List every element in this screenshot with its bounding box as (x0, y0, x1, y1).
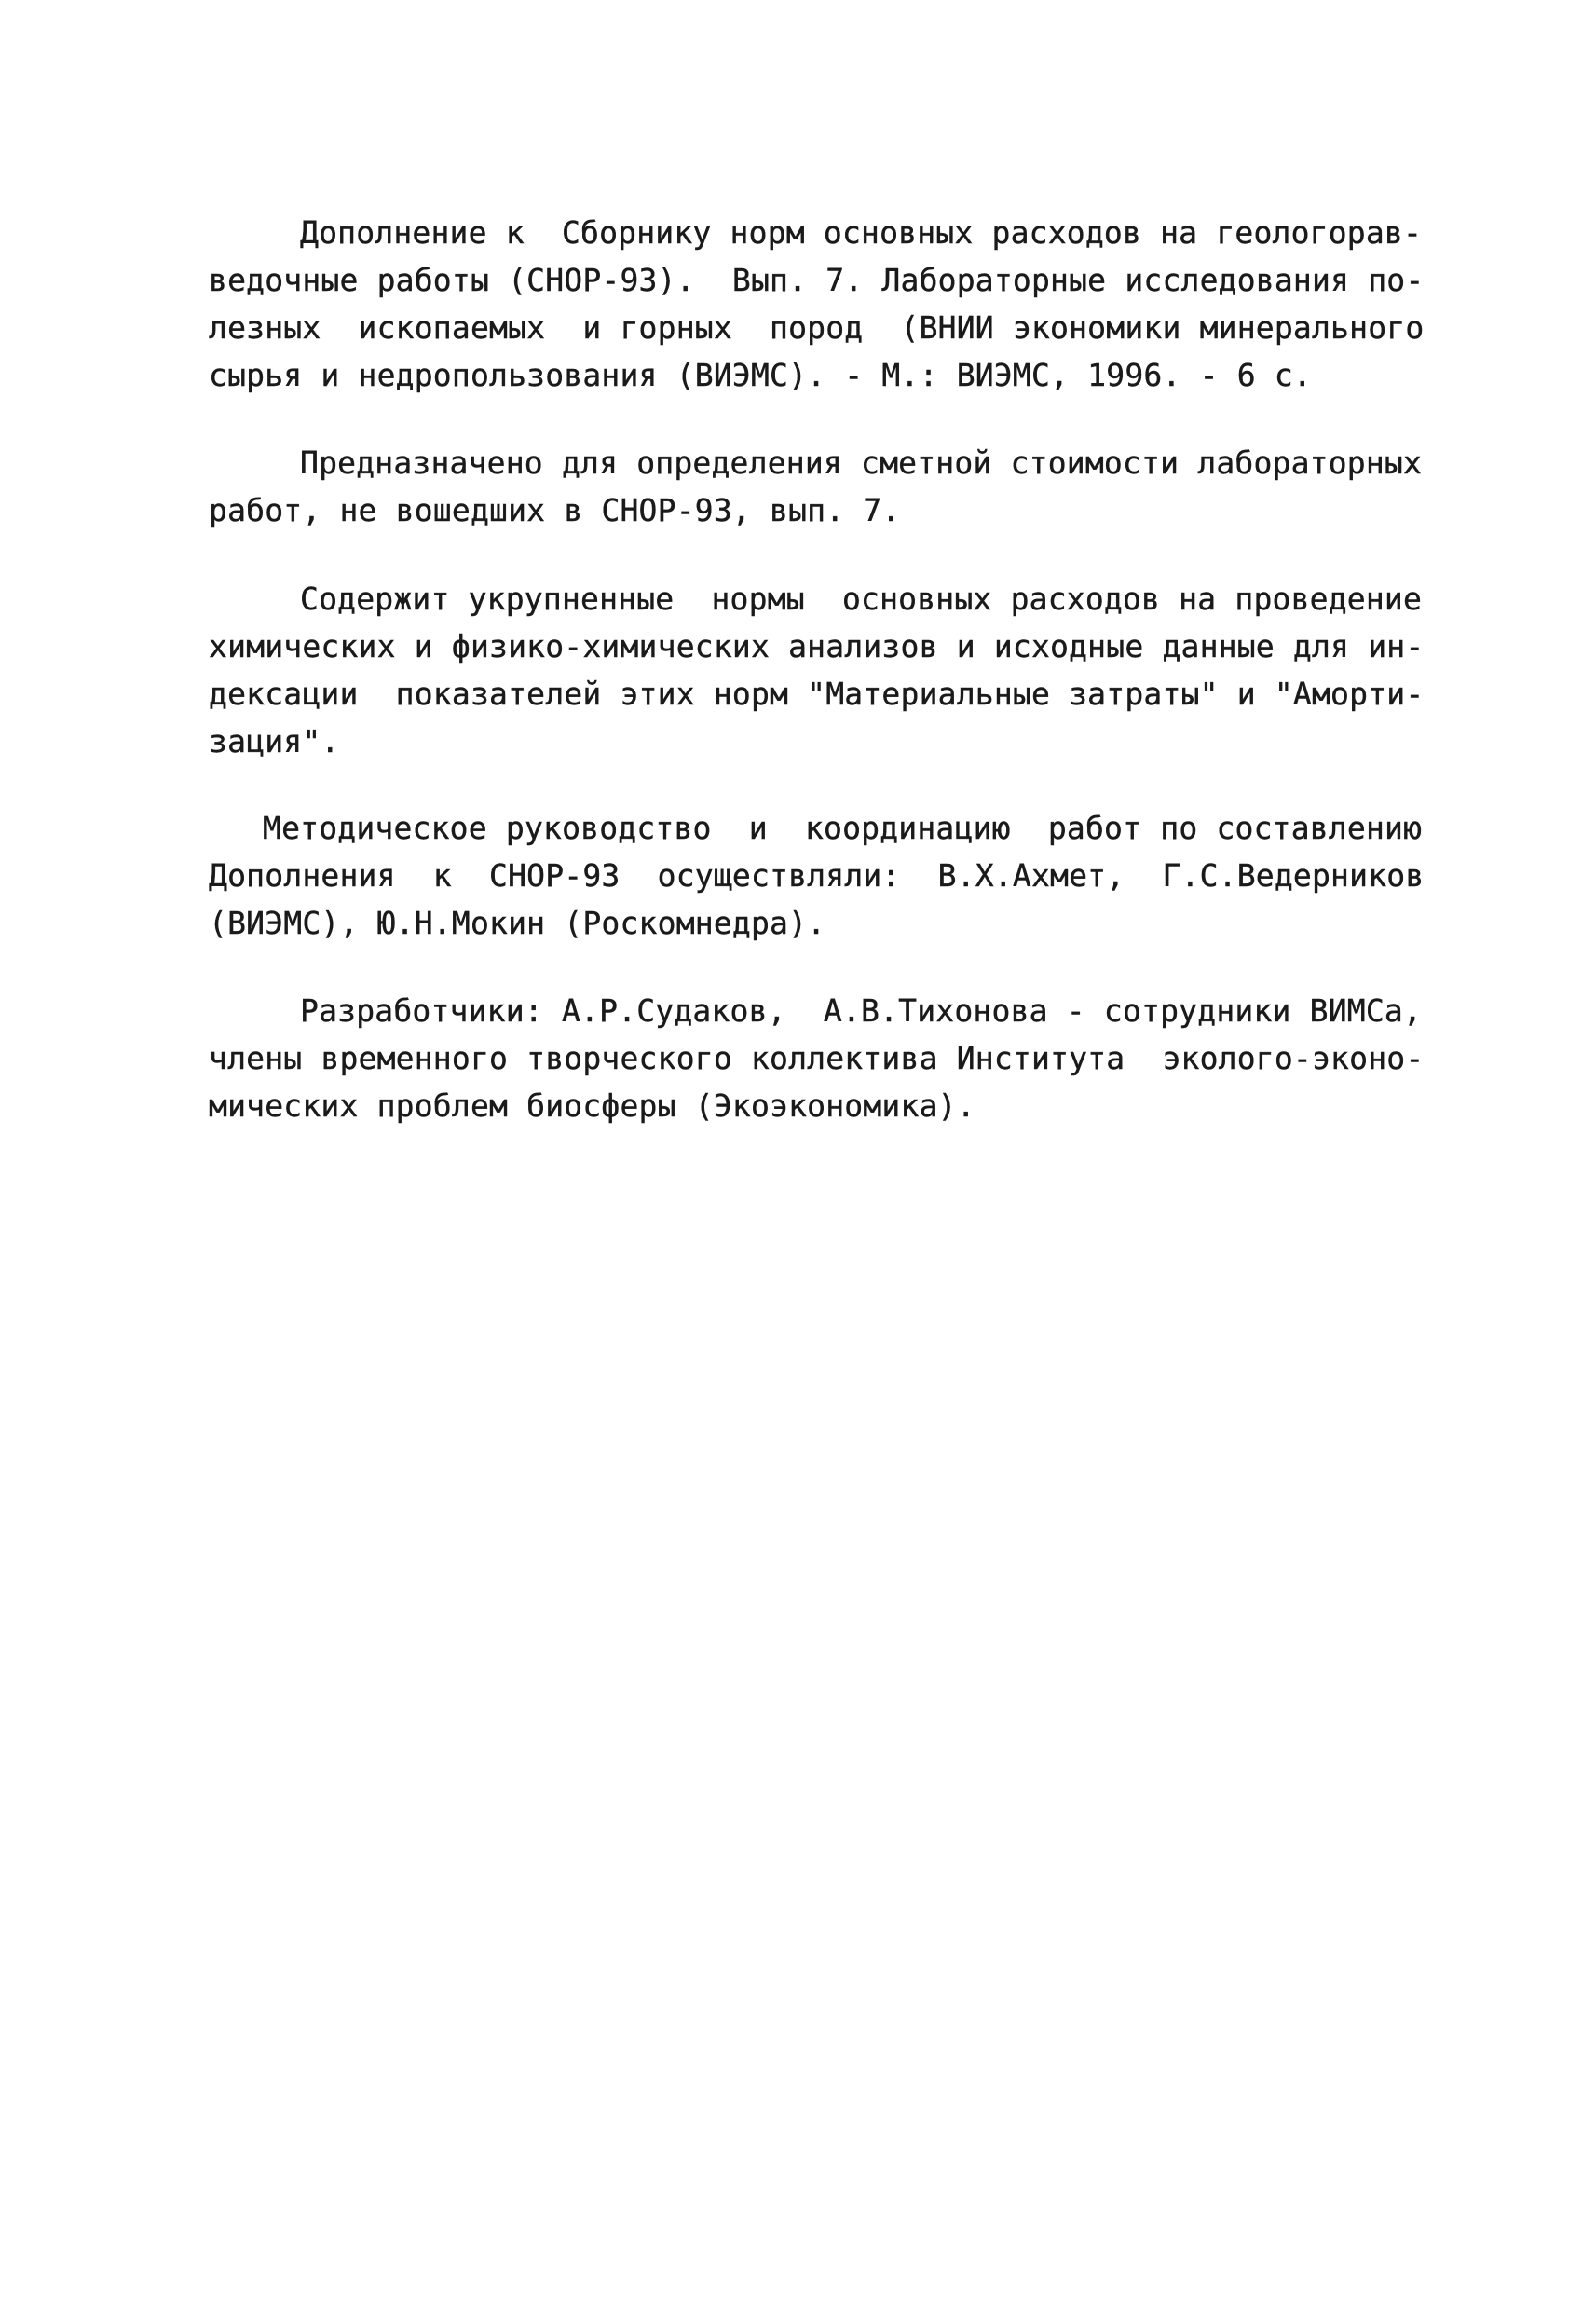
text-line: ведочные работы (СНОР-93). Вып. 7. Лабораторные исследования по- (209, 262, 1425, 298)
text-line: Предназначено для определения сметной стоимости лабораторных (300, 444, 1423, 481)
text-line: Дополнения к СНОР-93 осуществляли: В.Х.Ахмет, Г.С.Ведерников (209, 857, 1425, 894)
text-line: Разработчики: А.Р.Судаков, А.В.Тихонова - сотрудники ВИМСа, (300, 992, 1423, 1029)
text-line: лезных ископаемых и горных пород (ВНИИ экономики минерального (209, 309, 1425, 346)
text-line: зация". (209, 723, 340, 759)
text-line: работ, не вошедших в СНОР-93, вып. 7. (209, 492, 901, 528)
text-line: Методическое руководство и координацию работ по составлению (263, 810, 1423, 846)
text-line: дексации показателей этих норм "Материальные затраты" и "Аморти- (209, 676, 1425, 712)
text-line: Содержит укрупненные нормы основных расходов на проведение (300, 581, 1423, 617)
text-line: (ВИЭМС), Ю.Н.Мокин (Роскомнедра). (209, 905, 826, 941)
text-line: мических проблем биосферы (Экоэкономика). (209, 1087, 975, 1124)
text-line: химических и физико-химических анализов и исходные данные для ин- (209, 628, 1425, 664)
text-line: Дополнение к Сборнику норм основных расходов на геологорав- (300, 214, 1423, 251)
text-line: члены временного творческого коллектива Института эколого-эконо- (209, 1040, 1425, 1076)
text-line: сырья и недропользования (ВИЭМС). - М.: ВИЭМС, 1996. - 6 с. (209, 357, 1312, 393)
